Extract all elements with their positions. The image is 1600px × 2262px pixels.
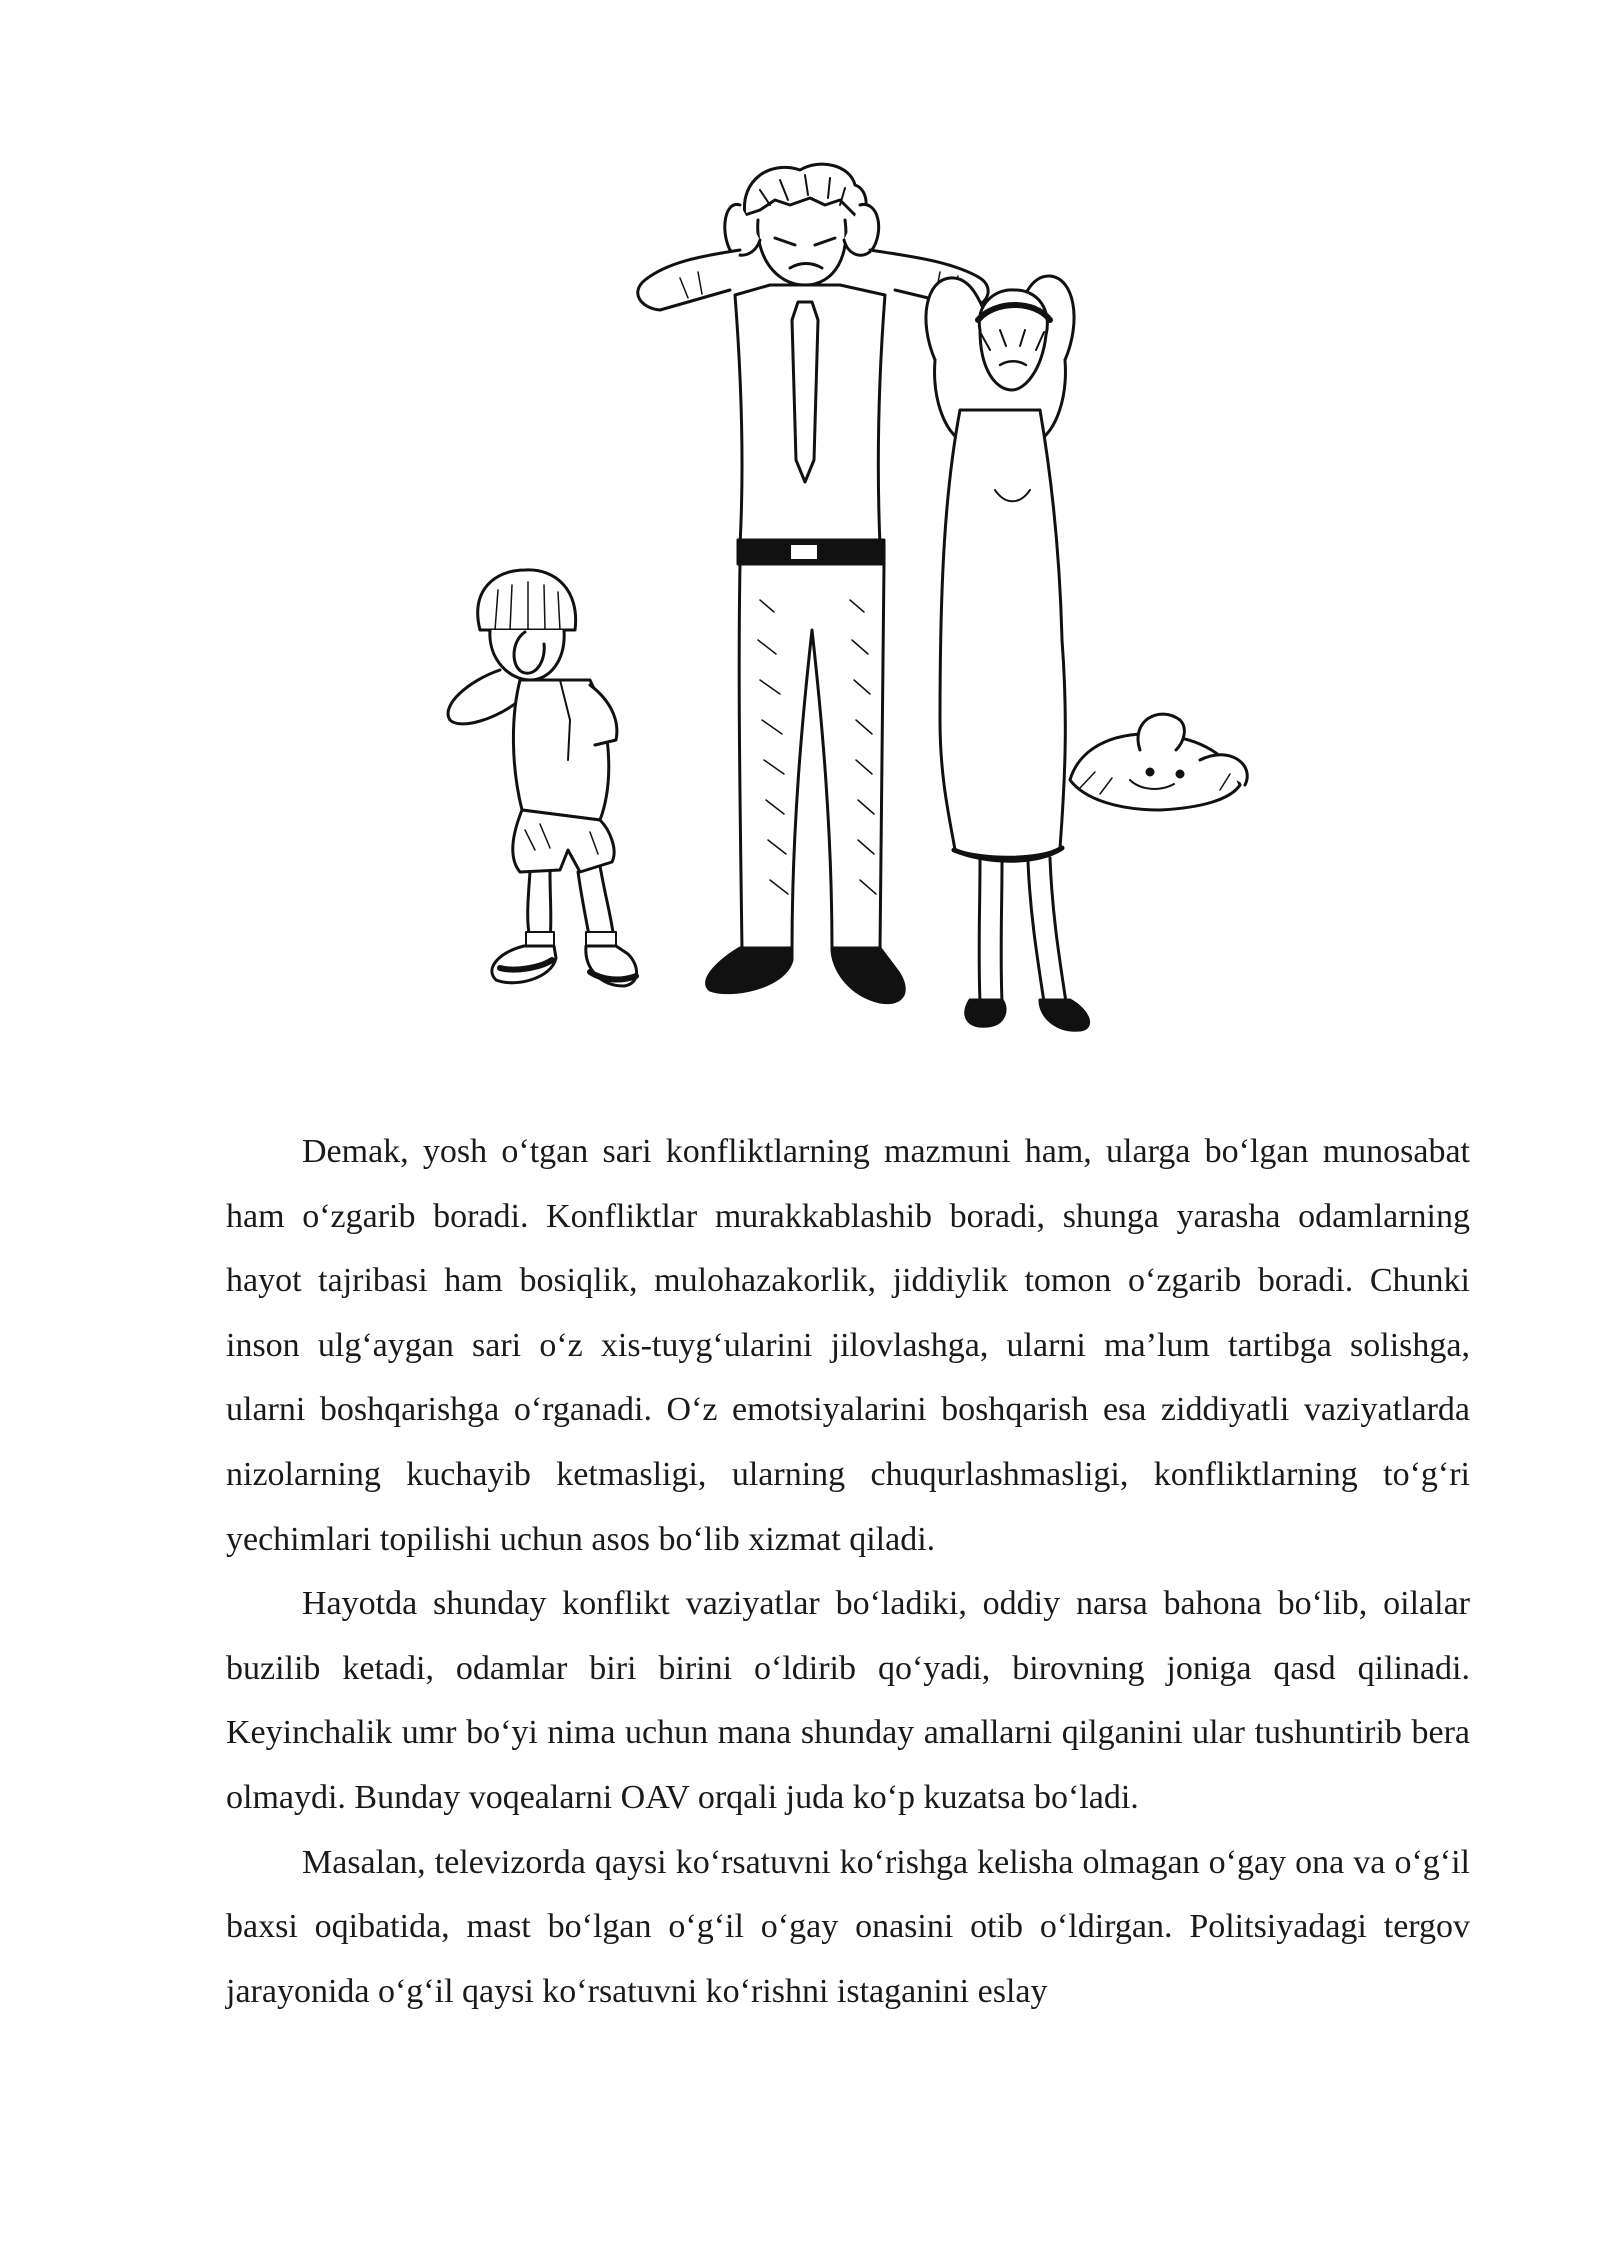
mother-figure xyxy=(926,276,1089,1030)
dog-figure xyxy=(1070,714,1247,810)
body-text xyxy=(226,1120,1470,2024)
family-conflict-illustration xyxy=(440,160,1300,1060)
child-figure xyxy=(448,570,637,986)
paragraph: Demak, yosh o‘tgan sari konfliktlarning mazmuni ham, ularga bo‘lgan munosabat ham o‘zgarib boradi. Konfliktlar murakkablashib boradi, shunga yarasha odamlarning hayot tajribasi ham bosiqlik, mulohazakorlik, jiddiylik tomon o‘zgarib boradi. Chunki inson ulg‘aygan sari o‘z xis-tuyg‘ularini jilovlashga, ularni ma’lum tartibga solishga, ularni boshqarishga o‘rganadi. O‘z emotsiyalarini boshqarish esa ziddiyatli vaziyatlarda nizolarning kuchayib ketmasligi, ularning chuqurlashmasligi, konfliktlarning to‘g‘ri yechimlari topilishi uchun asos bo‘lib xizmat qiladi. xyxy=(226,1133,1470,1558)
paragraph: Hayotda shunday konflikt vaziyatlar bo‘ladiki, oddiy narsa bahona bo‘lib, oilalar buzilib ketadi, odamlar biri birini o‘ldirib qo‘yadi, birovning joniga qasd qilinadi. Keyinchalik umr bo‘yi nima uchun mana shunday amallarni qilganini ular tushuntirib bera olmaydi. Bunday voqealarni OAV orqali juda ko‘p kuzatsa bo‘ladi. xyxy=(226,1585,1470,1816)
paragraph: Masalan, televizorda qaysi ko‘rsatuvni ko‘rishga kelisha olmagan o‘gay ona va o‘g‘il baxsi oqibatida, mast bo‘lgan o‘g‘il o‘gay onasini otib o‘ldirgan. Politsiyadagi tergov jarayonida o‘g‘il qaysi ko‘rsatuvni ko‘rishni istaganini eslay xyxy=(226,1843,1470,2010)
